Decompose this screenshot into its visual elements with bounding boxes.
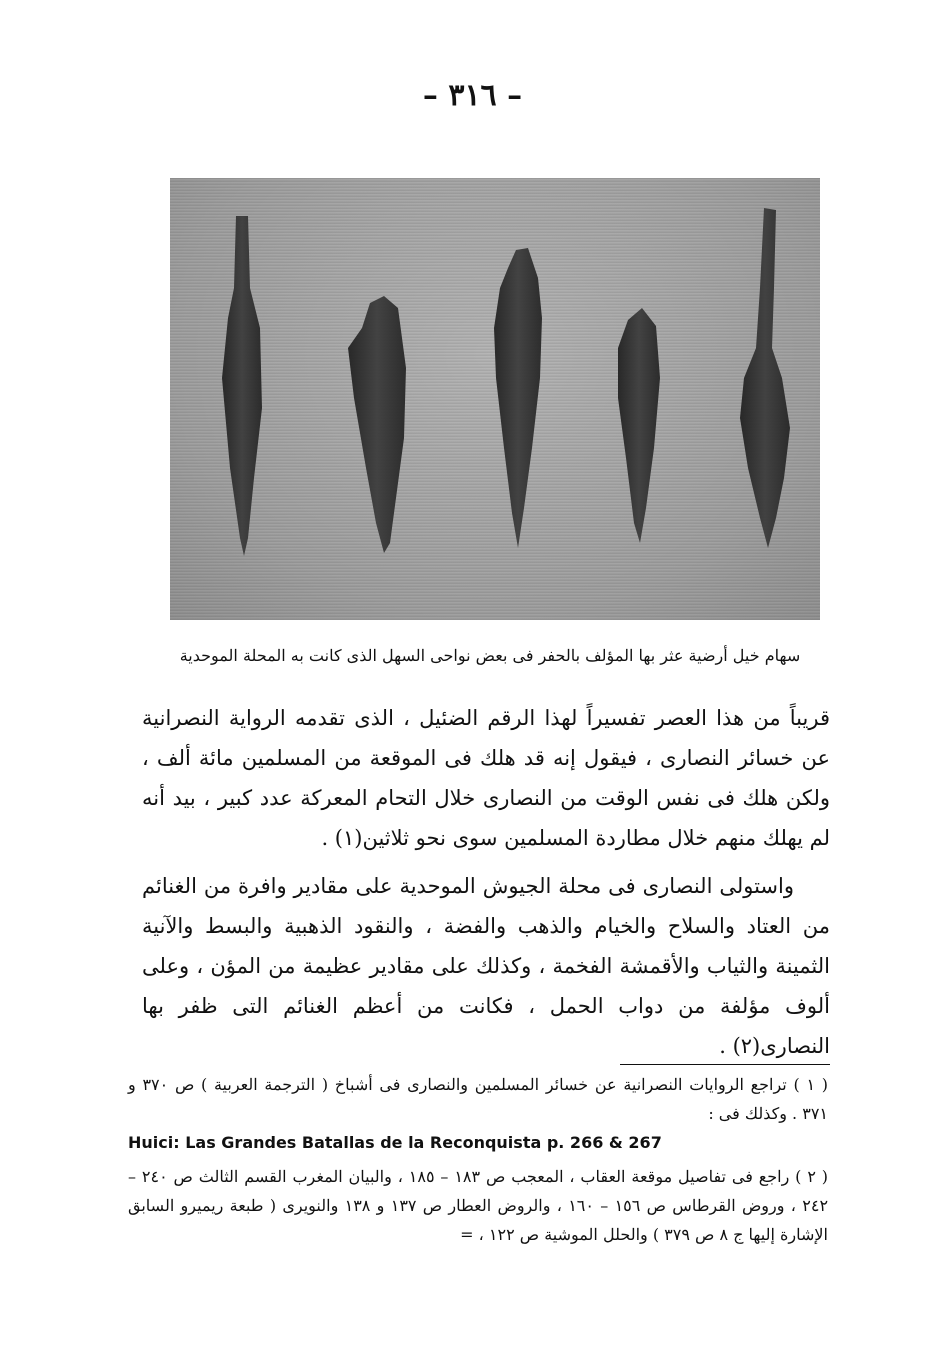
arrowheads-photo [170,178,820,620]
paragraph-2: واستولى النصارى فى محلة الجيوش الموحدية على مقادير وافرة من الغنائم من العتاد والسلاح والخيام والذهب والفضة ، والنقود الذهبية والبسط والآنية الثمينة والثياب والأقمشة الفخمة ، وكذلك على مقادير عظيمة من المؤن ، وعلى ألوف مؤلفة من دواب الحمل ، فكانت من أعظم الغنائم التى ظفر بها النصارى(٢) . [142,874,830,1058]
arrowhead-5 [740,208,790,548]
arrowheads-illustration [170,178,820,620]
arrowhead-1 [222,216,262,556]
paragraph-1: قريباً من هذا العصر تفسيراً لهذا الرقم الضئيل ، الذى تقدمه الرواية النصرانية عن خسائر النصارى ، فيقول إنه قد هلك فى الموقعة من المسلمين مائة ألف ، ولكن هلك فى نفس الوقت من النصارى خلال التحام المعركة عدد كبير ، بيد أنه لم يهلك منهم خلال مطاردة المسلمين سوى نحو ثلاثين(١) . [142,706,830,850]
footnotes [128,1070,828,1249]
main-text [142,698,830,1074]
arrowhead-2 [348,296,406,553]
page-number: – ٣١٦ – [422,78,523,113]
footnote-1-arabic: ( ١ ) تراجع الروايات النصرانية عن خسائر المسلمين والنصارى فى أشباخ ( الترجمة العربية ) ص ٣٧٠ و ٣٧١ . وكذلك فى : [128,1075,829,1123]
arrowhead-3 [494,248,542,548]
arrowhead-4 [618,308,660,543]
footnote-divider [620,1064,830,1065]
footnote-1-latin-reference: Huici: Las Grandes Batallas de la Reconquista p. 266 & 267 [128,1133,662,1152]
footnote-2-arabic: ( ٢ ) راجع فى تفاصيل موقعة العقاب ، المعجب ص ١٨٣ – ١٨٥ ، والبيان المغرب القسم الثالث ص ٢٤٠ – ٢٤٢ ، وروض القرطاس ص ١٥٦ – ١٦٠ ، والروض العطار ص ١٣٧ و ١٣٨ والنويرى ( طبعة ريميرو السابق الإشارة إليها ج ٨ ص ٣٧٩ ) والحلل الموشية ص ١٢٢ ، = [128,1167,829,1244]
figure-caption: سهام خيل أرضية عثر بها المؤلف بالحفر فى بعض نواحى السهل الذى كانت به المحلة الموحدية [179,646,801,665]
